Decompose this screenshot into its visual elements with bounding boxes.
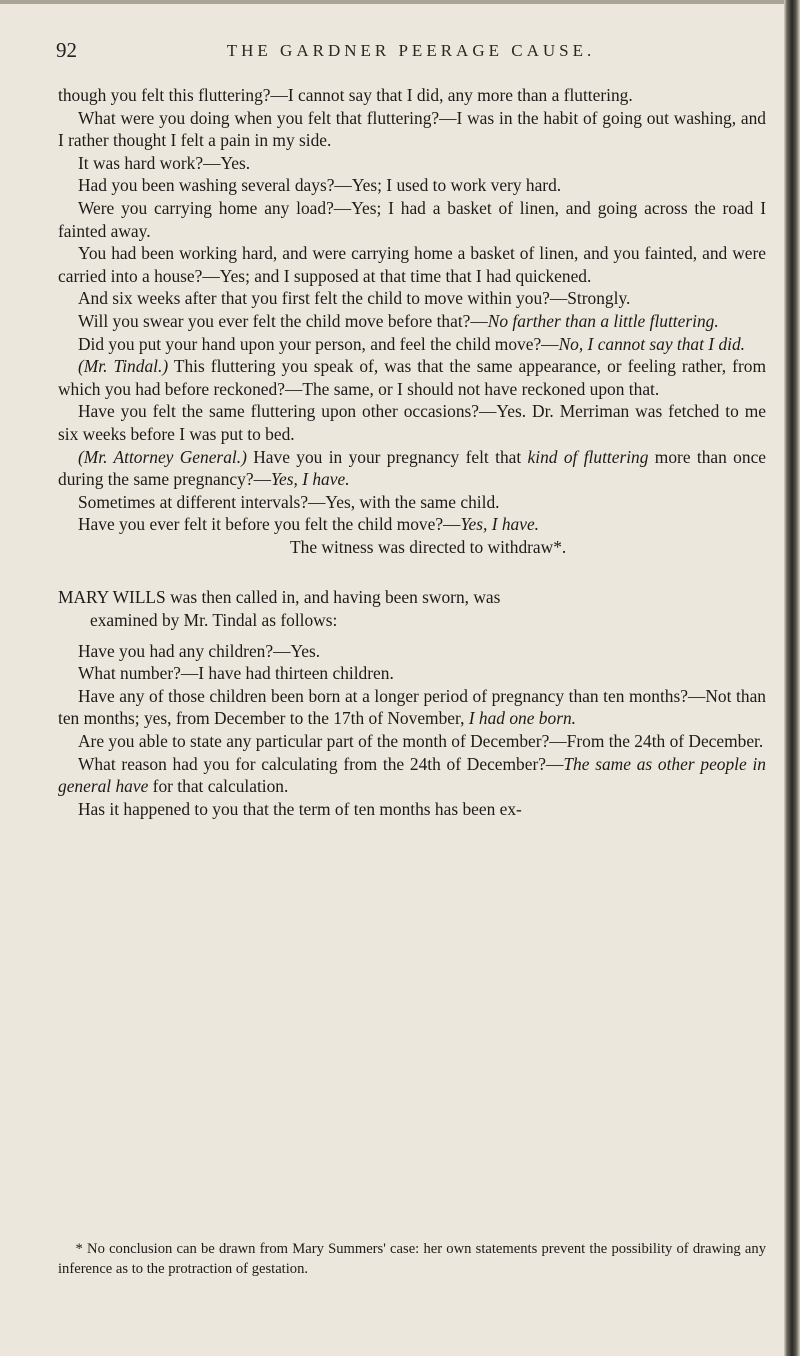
page-number: 92 xyxy=(56,38,77,62)
question-text: Have you ever felt it before you felt the child move?— xyxy=(78,514,461,535)
top-border xyxy=(0,0,784,4)
footnote-text: * No conclusion can be drawn from Mary Summers' case: her own statements prevent the possibility of drawing any inference as to the protraction of gestation. xyxy=(58,1241,766,1277)
paragraph: Sometimes at different intervals?—Yes, with the same child. xyxy=(78,491,500,512)
answer-italic: Yes, I have. xyxy=(460,514,540,535)
witness-intro-line1: MARY WILLS was then called in, and having been sworn, was xyxy=(58,587,501,608)
paragraph: And six weeks after that you first felt the child to move within you?—Strongly. xyxy=(78,288,631,309)
answer-italic: No farther than a little fluttering. xyxy=(487,310,719,331)
page-header xyxy=(56,38,766,66)
book-spine-edge xyxy=(784,0,800,1356)
question-text: Did you put your hand upon your person, and feel the child move?— xyxy=(78,333,559,354)
paragraph: though you felt this fluttering?—I cannot say that I did, any more than a fluttering. xyxy=(58,85,633,105)
question-text: Will you swear you ever felt the child move before that?— xyxy=(78,310,488,331)
answer-italic: No, I cannot say that I did. xyxy=(558,333,746,354)
question-text: What reason had you for calculating from the 24th of December?— xyxy=(78,753,564,774)
witness-intro-line2: examined by Mr. Tindal as follows: xyxy=(90,610,338,631)
spacer xyxy=(58,632,766,640)
question-text: Have any of those children been born at a longer period of pregnancy than ten months?—Not than ten months; yes, from December to the 17th of November, xyxy=(58,685,766,729)
answer-text: for that calculation. xyxy=(148,776,289,797)
running-head: THE GARDNER PEERAGE CAUSE. xyxy=(226,41,596,60)
question-text: more than once during the same pregnancy?— xyxy=(58,446,767,490)
paragraph xyxy=(58,446,766,491)
emphasis: kind of fluttering xyxy=(527,446,649,467)
footnote xyxy=(58,1240,766,1279)
speaker-label: (Mr. Tindal.) xyxy=(78,356,169,377)
testimony-text xyxy=(58,84,766,820)
withdraw-note: The witness was directed to withdraw*. xyxy=(290,536,567,557)
paragraph: Had you been washing several days?—Yes; I used to work very hard. xyxy=(78,175,562,196)
paragraph: Have you felt the same fluttering upon other occasions?—Yes. Dr. Merriman was fetched to me six weeks before I was put to bed. xyxy=(58,401,766,444)
paragraph xyxy=(58,513,766,536)
answer-italic: I had one born. xyxy=(468,708,577,729)
answer-italic: The same as other people in general have xyxy=(58,753,767,797)
paragraph: Has it happened to you that the term of ten months has been ex- xyxy=(78,798,522,819)
speaker-label: (Mr. Attorney General.) xyxy=(78,446,247,467)
paragraph xyxy=(58,355,766,400)
paragraph: Have you had any children?—Yes. xyxy=(78,640,321,661)
paragraph: It was hard work?—Yes. xyxy=(78,152,251,173)
paragraph xyxy=(58,685,766,730)
witness-intro xyxy=(58,586,766,631)
paragraph: Are you able to state any particular part of the month of December?—From the 24th of December. xyxy=(78,731,764,752)
paragraph xyxy=(58,753,766,798)
question-text: Have you in your pregnancy felt that xyxy=(246,446,528,467)
answer-italic: Yes, I have. xyxy=(270,469,350,490)
question-text: This fluttering you speak of, was that the same appearance, or feeling rather, from which you had before reckoned?—The same, or I should not have reckoned upon that. xyxy=(58,356,766,399)
paragraph: Were you carrying home any load?—Yes; I had a basket of linen, and going across the road I fainted away. xyxy=(58,197,766,241)
paragraph: What number?—I have had thirteen children. xyxy=(78,663,394,684)
paragraph: What were you doing when you felt that fluttering?—I was in the habit of going out washing, and I rather thought I felt a pain in my side. xyxy=(58,107,766,151)
paragraph: You had been working hard, and were carrying home a basket of linen, and you fainted, and were carried into a house?—Yes; and I supposed at that time that I had quickened. xyxy=(58,243,766,286)
paragraph xyxy=(58,310,766,333)
paragraph xyxy=(58,333,766,356)
